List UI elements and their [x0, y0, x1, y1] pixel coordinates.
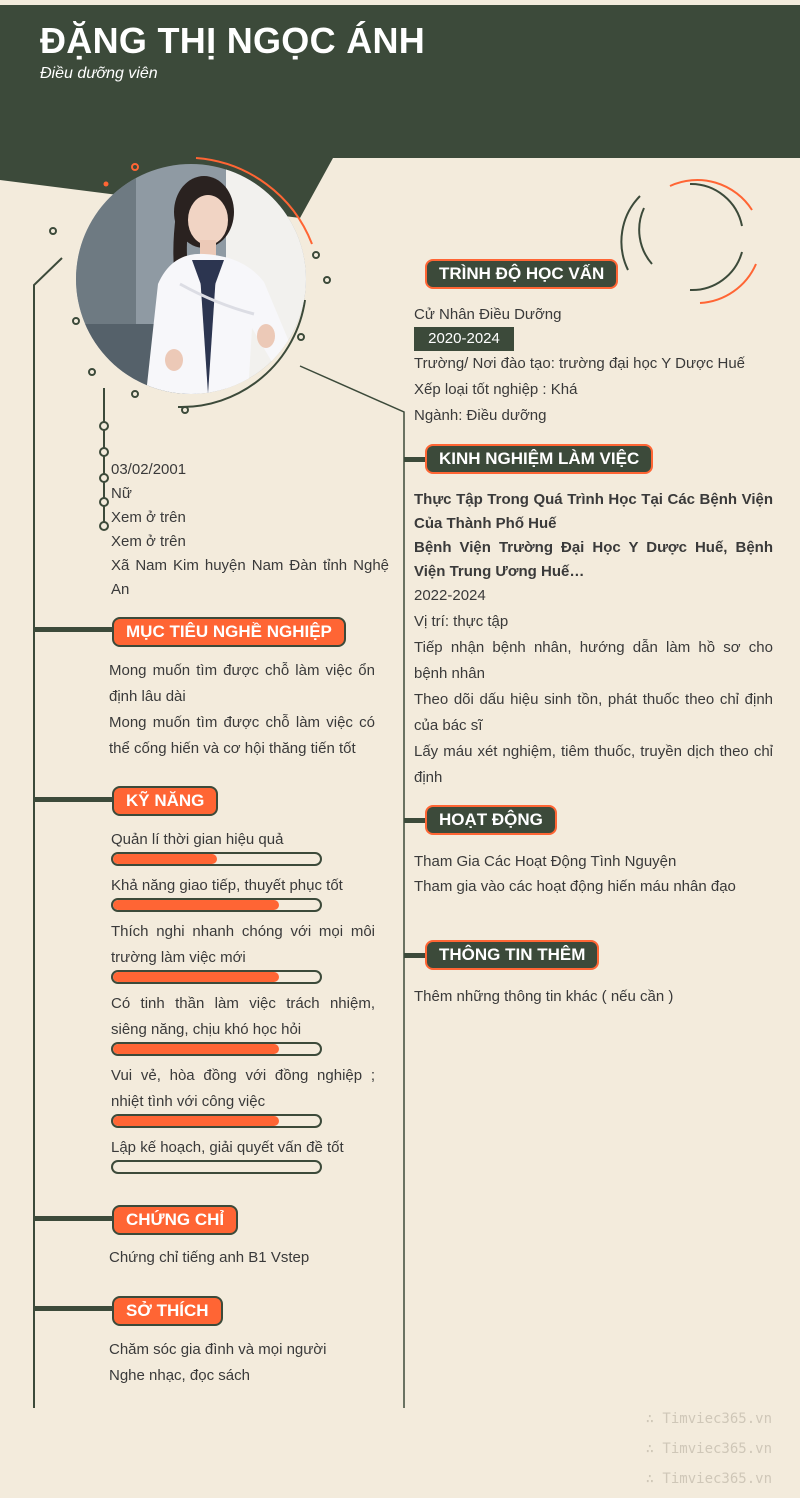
experience-period: 2022-2024	[414, 587, 486, 604]
experience-duty: Theo dõi dấu hiệu sinh tồn, phát thuốc theo chỉ định của bác sĩ	[414, 691, 773, 734]
objective-title: MỤC TIÊU NGHỀ NGHIỆP	[112, 617, 346, 647]
hobbies-title: SỞ THÍCH	[112, 1296, 223, 1326]
education-grade: Xếp loại tốt nghiệp : Khá	[414, 381, 578, 398]
experience-company: Bệnh Viện Trường Đại Học Y Dược Huế, Bệnh Viện Trung Ương Huế…	[414, 539, 773, 580]
education-years: 2020-2024	[414, 327, 514, 351]
skill-bar	[111, 852, 322, 866]
activities-title: HOẠT ĐỘNG	[425, 805, 557, 835]
skill-label: Thích nghi nhanh chóng với mọi môi trường làm việc mới	[111, 923, 375, 966]
candidate-role: Điều dưỡng viên	[40, 65, 158, 82]
skill-bar	[111, 1042, 322, 1056]
extra-title: THÔNG TIN THÊM	[425, 940, 599, 970]
watermark: ∴ Timviec365.vn	[645, 1411, 772, 1427]
activity-line: Tham Gia Các Hoạt Động Tình Nguyện	[414, 853, 677, 870]
skill-bar-fill	[113, 854, 217, 864]
birthday: 03/02/2001	[111, 461, 187, 478]
experience-position: Vị trí: thực tập	[414, 613, 509, 630]
skill-bar	[111, 1114, 322, 1128]
skill-label: Vui vẻ, hòa đồng với đồng nghiệp ; nhiệt tình với công việc	[111, 1067, 375, 1110]
objective-line: Mong muốn tìm được chỗ làm việc có thể cống hiến và cơ hội thăng tiến tốt	[109, 714, 375, 757]
skill-label: Có tinh thần làm việc trách nhiệm, siêng năng, chịu khó học hỏi	[111, 995, 375, 1038]
experience-duty: Tiếp nhận bệnh nhân, hướng dẫn làm hồ sơ cho bệnh nhân	[414, 639, 773, 682]
candidate-name: ĐẶNG THỊ NGỌC ÁNH	[40, 20, 426, 61]
certificates-title: CHỨNG CHỈ	[112, 1205, 238, 1235]
experience-title: KINH NGHIỆM LÀM VIỆC	[425, 444, 653, 474]
skill-label: Khả năng giao tiếp, thuyết phục tốt	[111, 877, 343, 894]
skill-bar-fill	[113, 1116, 279, 1126]
watermark: ∴ Timviec365.vn	[645, 1471, 772, 1487]
gender: Nữ	[111, 485, 132, 502]
skill-bar-fill	[113, 900, 279, 910]
skill-bar	[111, 898, 322, 912]
skill-label: Lập kế hoạch, giải quyết vấn đề tốt	[111, 1139, 344, 1156]
watermark: ∴ Timviec365.vn	[645, 1441, 772, 1457]
skill-bar-fill	[113, 1044, 279, 1054]
email: Xem ở trên	[111, 533, 186, 550]
skill-bar-fill	[113, 972, 279, 982]
education-school: Trường/ Nơi đào tạo: trường đại học Y Dược Huế	[414, 355, 746, 372]
activity-line: Tham gia vào các hoạt động hiến máu nhân đạo	[414, 878, 736, 895]
address: Xã Nam Kim huyện Nam Đàn tỉnh Nghệ An	[111, 557, 389, 598]
education-title: TRÌNH ĐỘ HỌC VẤN	[425, 259, 618, 289]
skills-title: KỸ NĂNG	[112, 786, 218, 816]
education-major: Ngành: Điều dưỡng	[414, 407, 547, 424]
hobby-line: Nghe nhạc, đọc sách	[109, 1367, 250, 1384]
skill-bar	[111, 1160, 322, 1174]
skill-bar	[111, 970, 322, 984]
portrait-image	[76, 164, 306, 394]
extra-line: Thêm những thông tin khác ( nếu cần )	[414, 988, 674, 1005]
objective-line: Mong muốn tìm được chỗ làm việc ổn định lâu dài	[109, 662, 375, 705]
hobby-line: Chăm sóc gia đình và mọi người	[109, 1341, 327, 1358]
certificate-line: Chứng chỉ tiếng anh B1 Vstep	[109, 1249, 310, 1266]
phone: Xem ở trên	[111, 509, 186, 526]
skill-label: Quản lí thời gian hiệu quả	[111, 831, 284, 848]
experience-headline: Thực Tập Trong Quá Trình Học Tại Các Bệnh Viện Của Thành Phố Huế	[414, 491, 773, 532]
experience-duty: Lấy máu xét nghiệm, tiêm thuốc, truyền dịch theo chỉ định	[414, 743, 773, 786]
avatar	[76, 164, 306, 394]
education-degree: Cử Nhân Điều Dưỡng	[414, 306, 562, 323]
